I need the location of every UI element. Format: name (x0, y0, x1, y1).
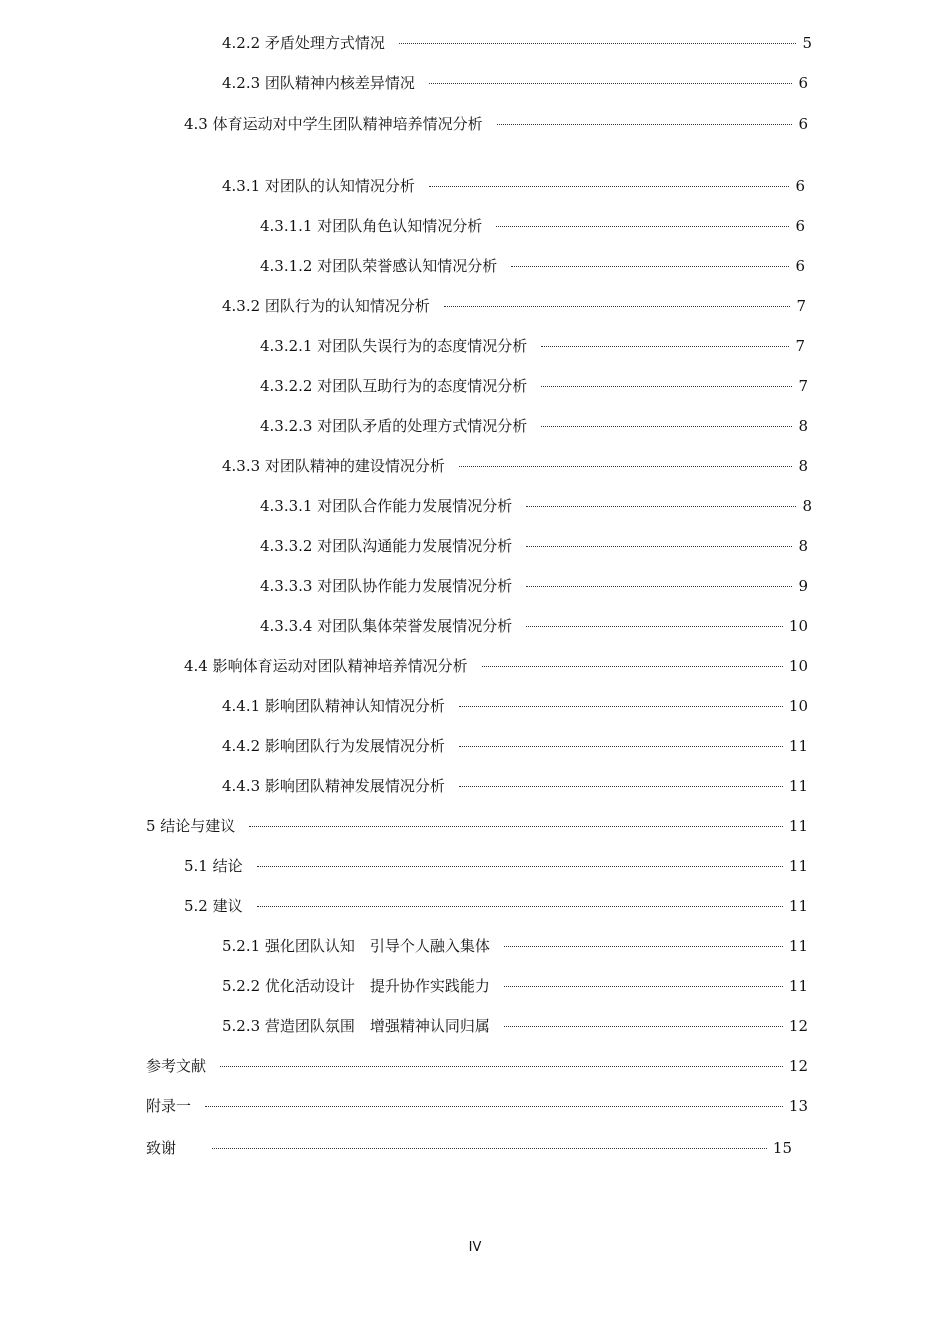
dot-leader (541, 346, 789, 347)
toc-entry-page: 10 (788, 697, 808, 715)
toc-entry[interactable] (146, 1055, 808, 1077)
toc-entry-label: 4.3.3.3 对团队协作能力发展情况分析 (260, 577, 513, 595)
toc-entry-page: 13 (788, 1097, 808, 1115)
toc-entry[interactable] (222, 1015, 808, 1037)
toc-entry-label: 附录一 (146, 1097, 192, 1115)
dot-leader (526, 546, 792, 547)
toc-entry-label: 4.3.3.4 对团队集体荣誉发展情况分析 (260, 617, 513, 635)
toc-entry-label: 5.2.3 营造团队氛围 增强精神认同归属 (222, 1017, 490, 1035)
toc-entry-label: 参考文献 (146, 1057, 207, 1075)
toc-entry-page: 8 (802, 497, 812, 515)
toc-entry[interactable] (222, 32, 812, 54)
dot-leader (459, 466, 793, 467)
toc-entry-label: 4.3.1 对团队的认知情况分析 (222, 177, 415, 195)
dot-leader (444, 306, 791, 307)
toc-entry[interactable] (146, 1095, 808, 1117)
dot-leader (257, 906, 783, 907)
dot-leader (526, 586, 792, 587)
toc-entry-page: 8 (798, 457, 808, 475)
toc-entry-page: 8 (798, 537, 808, 555)
toc-entry-page: 11 (788, 817, 808, 835)
dot-leader (496, 226, 789, 227)
dot-leader (459, 746, 783, 747)
toc-entry-page: 6 (795, 257, 805, 275)
toc-entry-label: 5.1 结论 (184, 857, 243, 875)
dot-leader (541, 426, 792, 427)
dot-leader (504, 946, 783, 947)
toc-entry-label: 5.2.2 优化活动设计 提升协作实践能力 (222, 977, 490, 995)
dot-leader (257, 866, 783, 867)
dot-leader (526, 506, 796, 507)
toc-entry[interactable] (260, 375, 808, 397)
toc-entry-page: 6 (795, 177, 805, 195)
toc-entry[interactable] (184, 855, 808, 877)
toc-entry[interactable] (260, 535, 808, 557)
toc-entry[interactable] (222, 295, 806, 317)
toc-entry-label: 4.2.2 矛盾处理方式情况 (222, 34, 385, 52)
toc-entry-page: 5 (802, 34, 812, 52)
toc-entry-label: 4.3.2.1 对团队失误行为的态度情况分析 (260, 337, 528, 355)
toc-entry-label: 4.2.3 团队精神内核差异情况 (222, 74, 415, 92)
toc-entry[interactable] (260, 575, 808, 597)
toc-entry-label: 4.3.3.2 对团队沟通能力发展情况分析 (260, 537, 513, 555)
toc-entry[interactable] (260, 415, 808, 437)
toc-entry-page: 9 (798, 577, 808, 595)
dot-leader (504, 986, 783, 987)
dot-leader (526, 626, 783, 627)
dot-leader (482, 666, 783, 667)
toc-entry-label: 4.3.2.3 对团队矛盾的处理方式情况分析 (260, 417, 528, 435)
toc-entry[interactable] (260, 335, 805, 357)
toc-entry-label: 4.4.3 影响团队精神发展情况分析 (222, 777, 445, 795)
toc-entry-page: 6 (798, 74, 808, 92)
dot-leader (212, 1148, 767, 1149)
toc-entry[interactable] (222, 72, 808, 94)
toc-entry-page: 11 (788, 977, 808, 995)
toc-entry[interactable] (222, 775, 808, 797)
toc-entry-page: 8 (798, 417, 808, 435)
toc-entry-page: 7 (795, 337, 805, 355)
toc-entry[interactable] (184, 655, 808, 677)
toc-entry-label: 致谢 (146, 1139, 177, 1157)
toc-entry-label: 5.2 建议 (184, 897, 243, 915)
dot-leader (541, 386, 792, 387)
toc-entry-page: 7 (798, 377, 808, 395)
dot-leader (429, 186, 790, 187)
toc-entry[interactable] (146, 1137, 792, 1159)
dot-leader (249, 826, 783, 827)
toc-entry-label: 4.4 影响体育运动对团队精神培养情况分析 (184, 657, 468, 675)
toc-entry[interactable] (260, 615, 808, 637)
dot-leader (205, 1106, 783, 1107)
toc-entry[interactable] (260, 495, 812, 517)
toc-entry[interactable] (222, 735, 808, 757)
toc-entry-page: 12 (788, 1017, 808, 1035)
toc-entry-label: 4.3 体育运动对中学生团队精神培养情况分析 (184, 115, 483, 133)
toc-entry-label: 4.3.2.2 对团队互助行为的态度情况分析 (260, 377, 528, 395)
toc-entry-label: 5.2.1 强化团队认知 引导个人融入集体 (222, 937, 490, 955)
dot-leader (504, 1026, 783, 1027)
dot-leader (459, 786, 783, 787)
dot-leader (220, 1066, 783, 1067)
toc-entry-page: 11 (788, 857, 808, 875)
toc-entry-page: 7 (796, 297, 806, 315)
toc-entry-page: 11 (788, 897, 808, 915)
toc-entry[interactable] (184, 895, 808, 917)
toc-entry[interactable] (222, 935, 808, 957)
toc-entry[interactable] (222, 695, 808, 717)
toc-entry-label: 4.3.1.2 对团队荣誉感认知情况分析 (260, 257, 498, 275)
dot-leader (511, 266, 789, 267)
toc-entry[interactable] (146, 815, 808, 837)
toc-entry[interactable] (222, 175, 805, 197)
toc-entry-page: 6 (795, 217, 805, 235)
toc-entry-label: 4.4.2 影响团队行为发展情况分析 (222, 737, 445, 755)
toc-entry-page: 10 (788, 657, 808, 675)
toc-entry[interactable] (222, 455, 808, 477)
dot-leader (497, 124, 793, 125)
toc-entry-page: 10 (788, 617, 808, 635)
toc-entry-page: 11 (788, 777, 808, 795)
toc-entry-label: 4.3.3.1 对团队合作能力发展情况分析 (260, 497, 513, 515)
dot-leader (459, 706, 783, 707)
toc-entry[interactable] (184, 113, 808, 135)
toc-entry-label: 4.3.2 团队行为的认知情况分析 (222, 297, 430, 315)
toc-entry-page: 11 (788, 937, 808, 955)
dot-leader (429, 83, 793, 84)
toc-entry-page: 12 (788, 1057, 808, 1075)
dot-leader (399, 43, 797, 44)
toc-entry[interactable] (222, 975, 808, 997)
toc-entry-label: 4.3.3 对团队精神的建设情况分析 (222, 457, 445, 475)
toc-entry-page: 15 (772, 1139, 792, 1157)
page-number: IV (468, 1240, 482, 1255)
toc-entry[interactable] (260, 255, 805, 277)
toc-entry-label: 4.3.1.1 对团队角色认知情况分析 (260, 217, 483, 235)
toc-entry-page: 6 (798, 115, 808, 133)
toc-entry-label: 5 结论与建议 (146, 817, 236, 835)
toc-entry-page: 11 (788, 737, 808, 755)
toc-entry-label: 4.4.1 影响团队精神认知情况分析 (222, 697, 445, 715)
toc-entry[interactable] (260, 215, 805, 237)
